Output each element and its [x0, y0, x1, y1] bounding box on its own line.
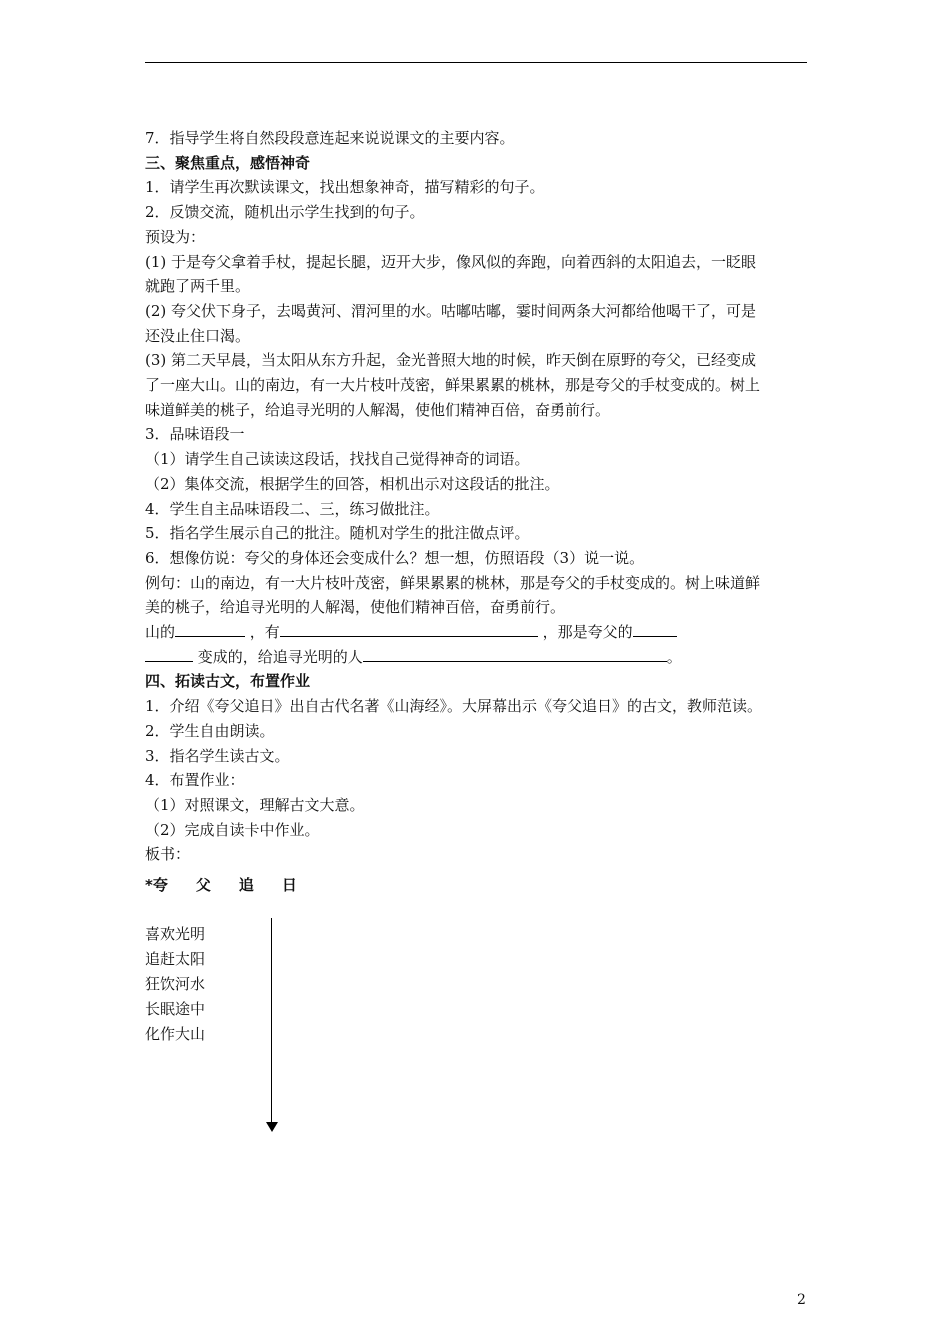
text-line: （2）完成自读卡中作业。 — [145, 820, 320, 839]
board-item: 长眠途中 — [145, 1000, 206, 1018]
fill-text: 。 — [666, 647, 682, 666]
text-line: （1）对照课文，理解古文大意。 — [145, 795, 365, 814]
text-line: 板书： — [145, 845, 191, 864]
board-title-char: 追 — [238, 876, 254, 894]
text-line: 美的桃子，给追寻光明的人解渴，使他们精神百倍，奋勇前行。 — [145, 598, 566, 617]
text-line: 3．品味语段一 — [145, 425, 245, 444]
board-list — [145, 922, 205, 1047]
text-line: 1．介绍《夸父追日》出自古代名著《山海经》。大屏幕出示《夸父追日》的古文，教师范读。 — [145, 697, 763, 716]
header-rule — [145, 62, 807, 63]
board-title-char: 日 — [281, 876, 297, 894]
blank — [175, 620, 245, 637]
board-title-char: 父 — [195, 876, 211, 894]
board-arrow-line — [271, 918, 272, 1128]
text-line: 例句：山的南边，有一大片枝叶茂密，鲜果累累的桃林，那是夸父的手杖变成的。树上味道鲜 — [145, 573, 761, 592]
text-line: 6．想像仿说：夸父的身体还会变成什么？想一想，仿照语段（3）说一说。 — [145, 548, 645, 567]
fill-text: 山的 — [145, 623, 176, 642]
text-line: 7．指导学生将自然段段意连起来说说课文的主要内容。 — [145, 129, 515, 147]
text-line: 4．布置作业： — [145, 771, 245, 790]
text-line: 2．反馈交流，随机出示学生找到的句子。 — [145, 203, 425, 222]
fill-blank-line-1 — [145, 620, 810, 645]
text-line: 味道鲜美的桃子，给追寻光明的人解渴，使他们精神百倍，奋勇前行。 — [145, 400, 611, 419]
board-title-char: *夸 — [145, 876, 168, 894]
text-line: 4．学生自主品味语段二、三，练习做批注。 — [145, 499, 440, 518]
fill-text: 变成的，给追寻光明的人 — [197, 647, 363, 666]
blank — [363, 645, 667, 662]
text-line: 预设为： — [145, 227, 206, 246]
text-line: 3．指名学生读古文。 — [145, 746, 290, 765]
board-item: 追赶太阳 — [145, 950, 206, 968]
text-line: 2．学生自由朗读。 — [145, 721, 275, 740]
board-item: 喜欢光明 — [145, 925, 206, 943]
blank — [633, 620, 677, 637]
text-line: （1）请学生自己读读这段话，找找自己觉得神奇的词语。 — [145, 450, 530, 469]
document-body — [145, 126, 810, 867]
fill-text: ，有 — [249, 623, 280, 642]
text-line: (1) 于是夸父拿着手杖，提起长腿，迈开大步，像风似的奔跑，向着西斜的太阳追去，一眨眼 — [145, 252, 757, 271]
text-line: 就跑了两千里。 — [145, 277, 251, 296]
section-heading: 四、拓读古文，布置作业 — [145, 672, 311, 691]
board-item: 化作大山 — [145, 1025, 206, 1043]
blank — [145, 645, 193, 662]
text-line: 了一座大山。山的南边，有一大片枝叶茂密，鲜果累累的桃林，那是夸父的手杖变成的。树上 — [145, 376, 761, 395]
text-line: 还没止住口渴。 — [145, 326, 251, 345]
fill-blank-line-2 — [145, 645, 810, 670]
text-line: (3) 第二天早晨，当太阳从东方升起，金光普照大地的时候，昨天倒在原野的夸父，已经变成 — [145, 351, 757, 370]
blank — [280, 620, 538, 637]
text-line: 1．请学生再次默读课文，找出想象神奇，描写精彩的句子。 — [145, 178, 545, 197]
page-number: 2 — [797, 1292, 806, 1308]
arrow-down-icon — [266, 1122, 278, 1132]
section-heading: 三、聚焦重点，感悟神奇 — [145, 153, 311, 172]
text-line: 5．指名学生展示自己的批注。随机对学生的批注做点评。 — [145, 524, 530, 543]
text-line: （2）集体交流，根据学生的回答，相机出示对这段话的批注。 — [145, 474, 560, 493]
board-title — [145, 874, 325, 895]
fill-text: ，那是夸父的 — [542, 623, 633, 642]
text-line: (2) 夸父伏下身子，去喝黄河、渭河里的水。咕嘟咕嘟，霎时间两条大河都给他喝干了，可是 — [145, 301, 757, 320]
board-item: 狂饮河水 — [145, 975, 206, 993]
